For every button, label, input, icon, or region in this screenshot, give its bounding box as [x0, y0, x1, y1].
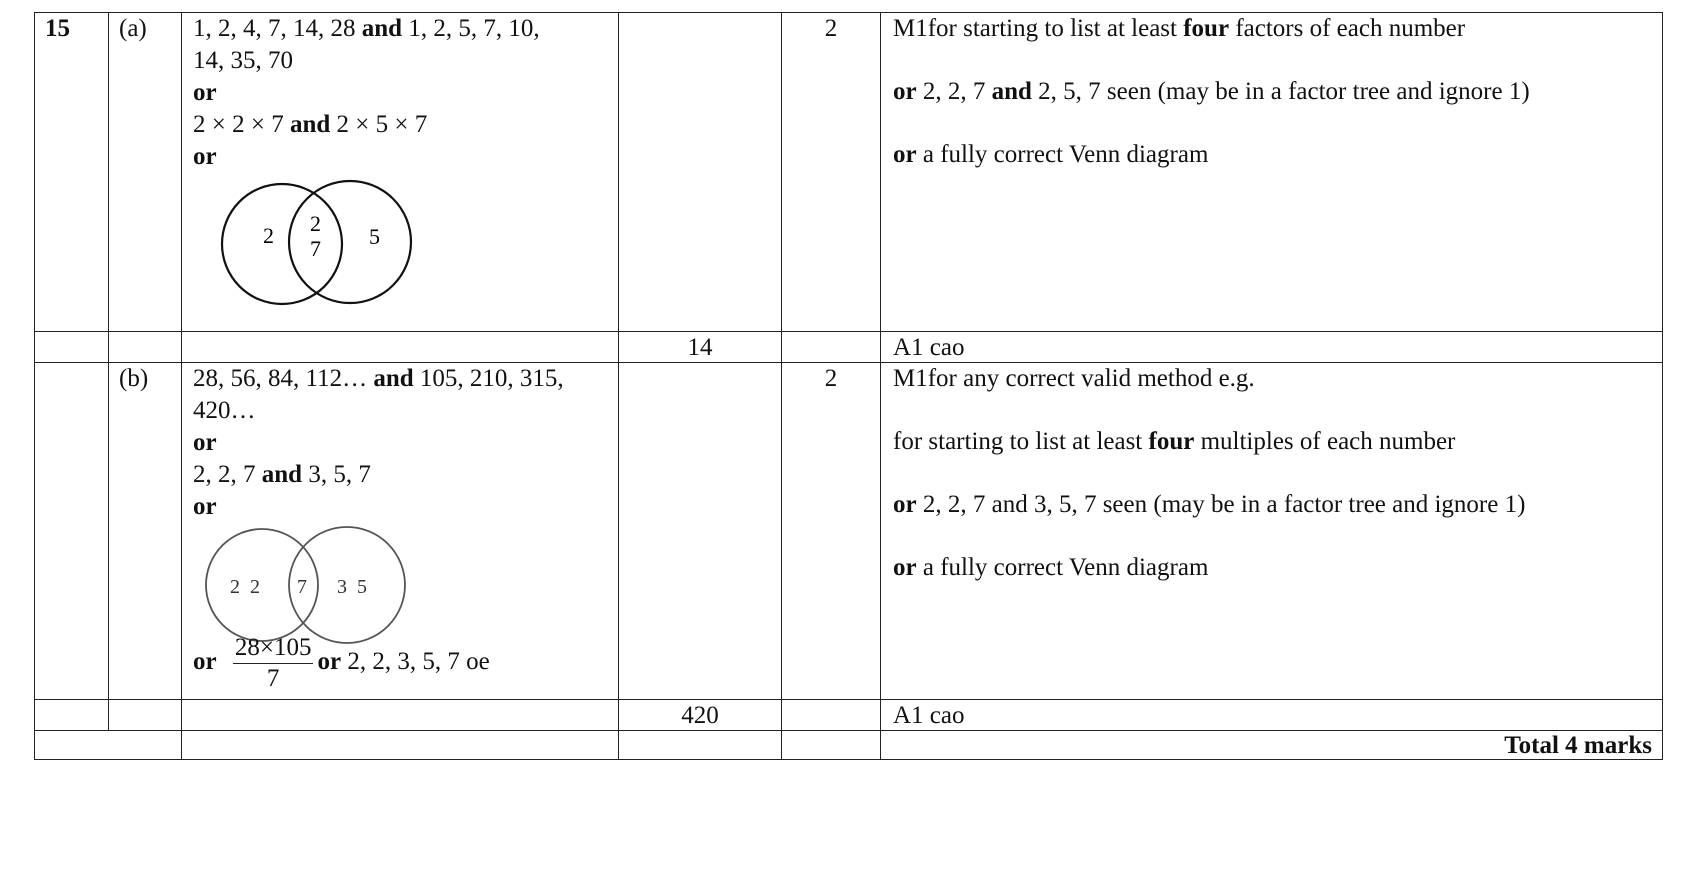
venn-b-middle-value: 7: [297, 576, 307, 598]
part-b-answer-note: A1 cao: [893, 702, 965, 729]
row-total: [35, 731, 1662, 759]
part-b-working-line3: 2, 2, 7 and 3, 5, 7: [193, 461, 371, 488]
venn-a-left-circle: [222, 184, 342, 304]
part-a-or-1: or: [193, 79, 217, 106]
row-part-a: [35, 13, 1662, 332]
venn-a-right-value: 5: [369, 224, 380, 249]
part-a-venn-diagram: [212, 176, 442, 316]
part-b-working-line1: 28, 56, 84, 112… and 105, 210, 315,: [193, 365, 564, 392]
venn-b-right-value: 3 5: [337, 576, 367, 598]
part-a-label: (a): [109, 13, 182, 331]
part-a-mark: 2: [782, 13, 881, 331]
fraction-denominator: 7: [266, 665, 280, 692]
part-b-label: (b): [109, 363, 182, 699]
part-a-notes: [881, 13, 1664, 331]
part-b-or-4: or: [317, 648, 342, 676]
venn-a-left-value: 2: [263, 223, 274, 248]
part-b-notes: [881, 363, 1664, 699]
part-b-or-1: or: [193, 429, 217, 456]
part-b-mark: 2: [782, 363, 881, 699]
fraction-numerator: 28×105: [233, 633, 314, 664]
part-a-working-line3: 2 × 2 × 7 and 2 × 5 × 7: [193, 111, 428, 138]
part-b-working-line2: 420…: [193, 397, 256, 424]
part-a-note-3: or a fully correct Venn diagram: [893, 141, 1209, 168]
mark-scheme-table: [34, 12, 1663, 760]
part-a-answer-note: A1 cao: [893, 334, 965, 361]
part-b-note-3: or 2, 2, 7 and 3, 5, 7 seen (may be in a factor tree and ignore 1): [893, 491, 1526, 518]
venn-b-left-value: 2 2: [230, 576, 260, 598]
part-b-fraction-line: [193, 633, 490, 694]
row-part-a-answer: [35, 332, 1662, 363]
part-b-answer: 420: [619, 700, 782, 730]
part-b-note-2: for starting to list at least four multiples of each number: [893, 428, 1456, 455]
part-a-note-1: M1for starting to list at least four factors of each number: [893, 15, 1466, 42]
venn-a-middle-bottom-value: 7: [310, 236, 321, 261]
venn-a-right-circle: [289, 181, 411, 303]
part-b-working-tail: 2, 2, 3, 5, 7 oe: [341, 648, 490, 676]
part-b-working: [182, 363, 619, 699]
total-marks: Total 4 marks: [1504, 732, 1652, 759]
row-part-b-answer: [35, 700, 1662, 731]
part-b-note-1: M1for any correct valid method e.g.: [893, 365, 1255, 392]
part-a-answer: 14: [619, 332, 782, 362]
part-b-or-2: or: [193, 493, 217, 520]
row-part-b: [35, 363, 1662, 700]
part-a-working: [182, 13, 619, 331]
part-a-working-line1: 1, 2, 4, 7, 14, 28 and 1, 2, 5, 7, 10,: [193, 15, 540, 42]
part-a-or-2: or: [193, 143, 217, 170]
part-b-fraction: [233, 633, 314, 694]
part-a-note-2: or 2, 2, 7 and 2, 5, 7 seen (may be in a factor tree and ignore 1): [893, 78, 1530, 105]
venn-a-middle-top-value: 2: [310, 211, 321, 236]
part-a-answer-cell: [619, 13, 782, 331]
part-a-working-line2: 14, 35, 70: [193, 47, 293, 74]
part-b-or-3: or: [193, 648, 217, 676]
question-number: 15: [35, 13, 109, 331]
part-b-note-4: or a fully correct Venn diagram: [893, 554, 1209, 581]
